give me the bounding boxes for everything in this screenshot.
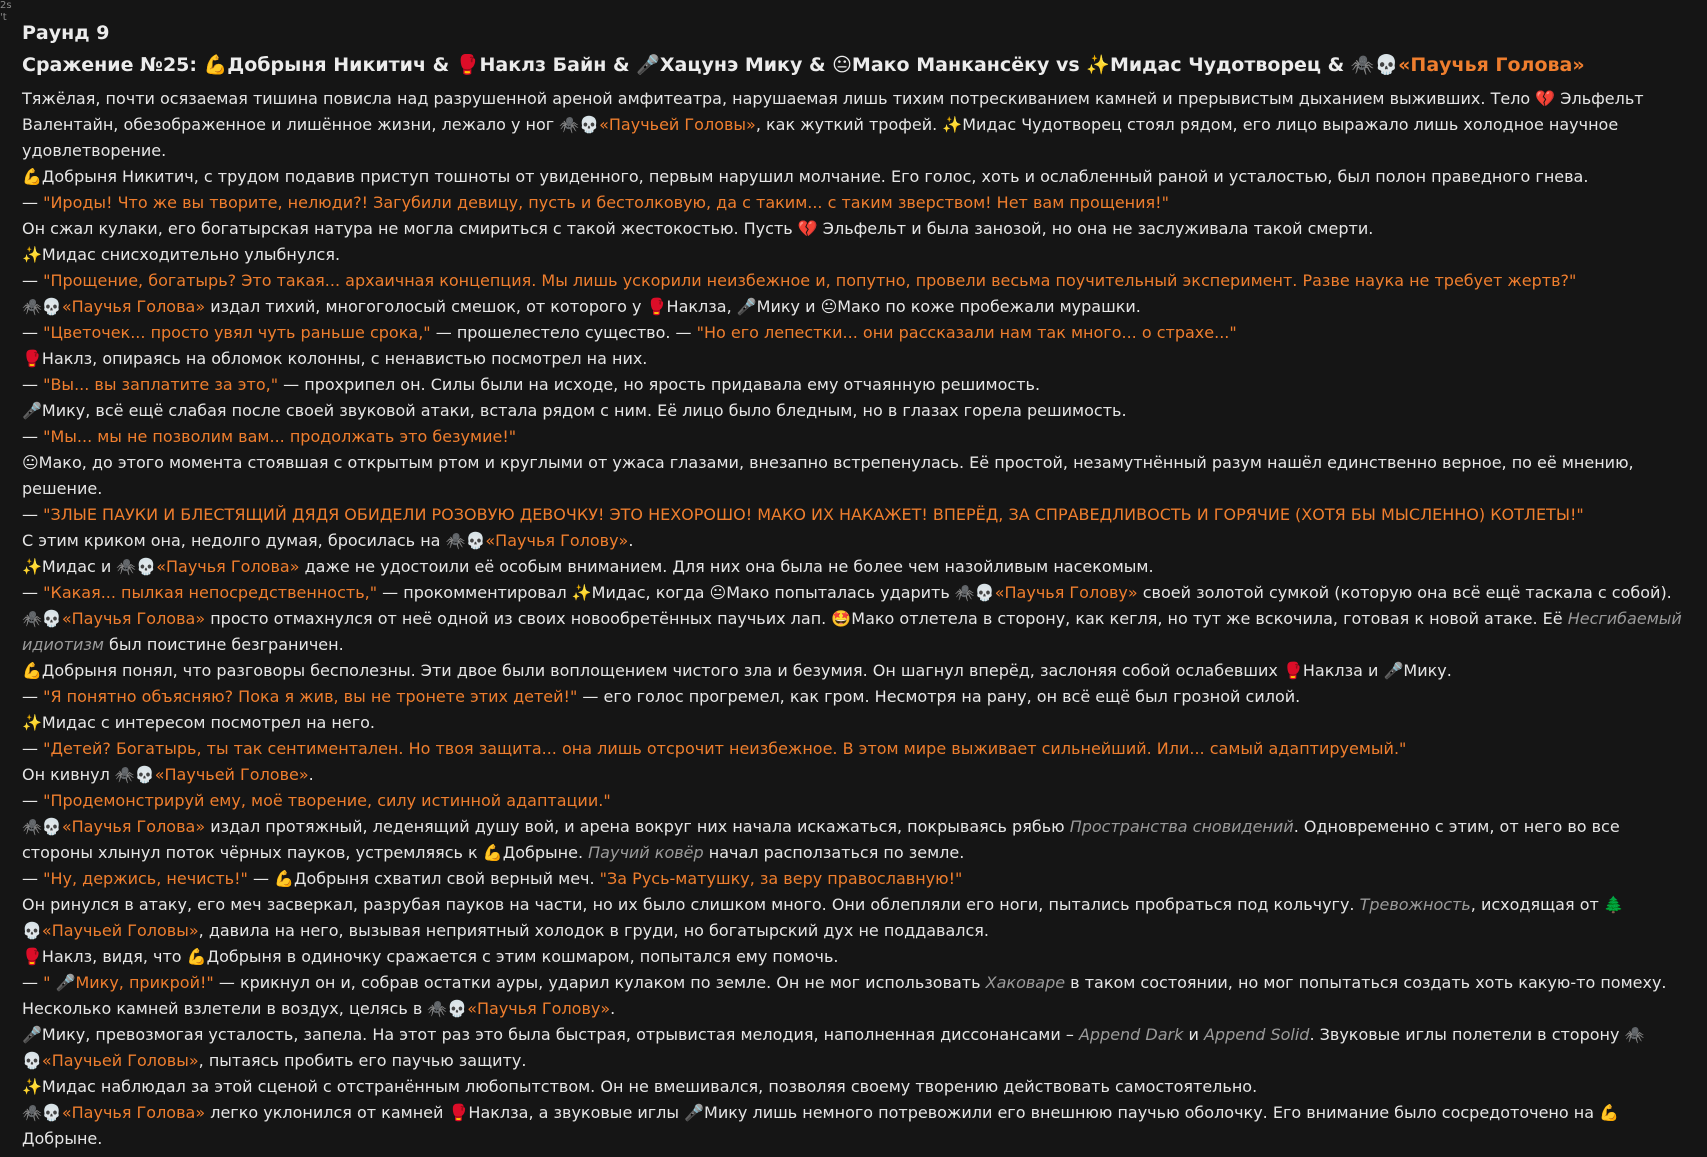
story-paragraph <box>22 346 1694 372</box>
ability-name: Тревожность <box>1359 895 1471 914</box>
character-name: «Паучья Голова» <box>61 609 206 628</box>
narration-text: ✨Мидас снисходительно улыбнулся. <box>22 245 341 264</box>
story-paragraph <box>22 944 1694 970</box>
story-paragraph <box>22 892 1694 944</box>
character-name: «Паучья Голова» <box>61 817 206 836</box>
story-paragraph <box>22 762 1694 788</box>
character-name: «Паучьей Головы» <box>41 1051 199 1070</box>
speech-quote: "Мы... мы не позволим вам... продолжать это безумие!" <box>43 427 517 446</box>
character-name: «Паучья Голова» <box>156 557 300 576</box>
story-paragraph <box>22 866 1694 892</box>
narration-text: . Одновременно с этим, от него во все стороны хлынул поток чёрных пауков, устремляясь к 💪Добрыне. <box>22 817 1620 862</box>
narration-text: 🎤Мику, всё ещё слабая после своей звуковой атаки, встала рядом с ним. Её лицо было бледным, но в глазах горела решимость. <box>22 401 1127 420</box>
ability-name: Пространства сновидений <box>1069 817 1294 836</box>
narration-text: ✨Мидас с интересом посмотрел на него. <box>22 713 375 732</box>
narration-text: , давила на него, вызывая неприятный холодок в груди, но богатырский дух не поддавался. <box>198 921 989 940</box>
story-paragraph <box>22 450 1694 502</box>
speech-quote: "За Русь-матушку, за веру православную!" <box>599 869 963 888</box>
speech-quote: "Цветочек... просто увял чуть раньше срока," <box>43 323 431 342</box>
narration-text: и <box>1183 1025 1204 1044</box>
narration-text: 🕷️💀 <box>22 1103 62 1122</box>
narration-text: 🕷️💀 <box>22 609 62 628</box>
narration-text: просто отмахнулся от неё одной из своих новообретённых паучьих лап. 🤩Мако отлетела в сторону, как кегля, но тут же вскочила, готовая к новой атаке. Её <box>205 609 1568 628</box>
narration-text: . <box>610 999 616 1018</box>
character-name: «Паучьей Голове» <box>154 765 309 784</box>
speech-quote: "Прощение, богатырь? Это такая... архаичная концепция. Мы лишь ускорили неизбежное и, попутно, провели весьма поучительный эксперимент. Разве наука не требует жертв?" <box>43 271 1577 290</box>
narration-text: — <box>22 375 44 394</box>
speech-quote: "Продемонстрируй ему, моё творение, силу истинной адаптации." <box>43 791 611 810</box>
narration-text: Он сжал кулаки, его богатырская натура не могла смириться с такой жестокостью. Пусть 💔 Эльфельт и была занозой, но она не заслуживала такой смерти. <box>22 219 1374 238</box>
story-paragraph <box>22 684 1694 710</box>
battle-number: Сражение №25: <box>22 54 204 76</box>
narration-text: 🥊Наклз, видя, что 💪Добрыня в одиночку сражается с этим кошмаром, попытался ему помочь. <box>22 947 839 966</box>
story-paragraph <box>22 398 1694 424</box>
character-name: «Паучьей Головы» <box>599 115 756 134</box>
character-name: «Паучья Голову» <box>994 583 1138 602</box>
character-name: «Паучья Голова» <box>61 297 206 316</box>
story-paragraph <box>22 320 1694 346</box>
narration-text: начал расползаться по земле. <box>703 843 965 862</box>
narration-text: 🥊Наклз, опираясь на обломок колонны, с ненавистью посмотрел на них. <box>22 349 648 368</box>
narration-text: — <box>22 739 44 758</box>
narration-text: , исходящая от 🌲💀 <box>22 895 1624 940</box>
narration-text: Он ринулся в атаку, его меч засверкал, разрубая пауков на части, но их было слишком много. Они облепляли его ноги, пытались пробраться под кольчугу. <box>22 895 1360 914</box>
narration-text: 💪Добрыня Никитич, с трудом подавив приступ тошноты от увиденного, первым нарушил молчание. Его голос, хоть и ослабленный раной и усталостью, был полон праведного гнева. <box>22 167 1589 186</box>
story-paragraph <box>22 268 1694 294</box>
narration-text: — <box>22 505 44 524</box>
narration-text: — <box>22 193 44 212</box>
team-b: ✨Мидас Чудотворец & 🕷️💀 <box>1086 54 1399 76</box>
story-text <box>22 86 1694 1152</box>
story-paragraph <box>22 190 1694 216</box>
narration-text: 🕷️💀 <box>22 817 62 836</box>
character-name: «Паучья Голова» <box>61 1103 206 1122</box>
narration-text: 🕷️💀 <box>22 297 62 316</box>
story-paragraph <box>22 216 1694 242</box>
narration-text: издал протяжный, леденящий душу вой, и арена вокруг них начала искажаться, покрываясь рябью <box>205 817 1070 836</box>
story-paragraph <box>22 424 1694 450</box>
narration-text: Тяжёлая, почти осязаемая тишина повисла над разрушенной ареной амфитеатра, нарушаемая лишь тихим потрескиванием камней и прерывистым дыханием выживших. Тело 💔 Эльфельт Валентайн, обезображенное и лишённое жизни, лежало у ног 🕷️💀 <box>22 89 1644 134</box>
story-paragraph <box>22 372 1694 398</box>
story-paragraph <box>22 580 1694 606</box>
narration-text: — 💪Добрыня схватил свой верный меч. <box>247 869 600 888</box>
story-paragraph <box>22 788 1694 814</box>
speech-quote: "Ироды! Что же вы творите, нелюди?! Загубили девицу, пусть и бестолковую, да с таким... с таким зверством! Нет вам прощения!" <box>43 193 1169 212</box>
narration-text: — <box>22 791 44 810</box>
narration-text: — <box>22 973 44 992</box>
character-name: «Паучья Голову» <box>467 999 611 1018</box>
story-paragraph <box>22 528 1694 554</box>
speech-quote: "Я понятно объясняю? Пока я жив, вы не тронете этих детей!" <box>43 687 578 706</box>
story-paragraph <box>22 502 1694 528</box>
window-edge-fragment <box>0 0 12 24</box>
narration-text: 💪Добрыня понял, что разговоры бесполезны. Эти двое были воплощением чистого зла и безумия. Он шагнул вперёд, заслоняя собой ослабевших 🥊Наклза и 🎤Мику. <box>22 661 1452 680</box>
narration-text: — прохрипел он. Силы были на исходе, но ярость придавала ему отчаянную решимость. <box>278 375 1041 394</box>
round-title: Раунд 9 <box>22 22 110 44</box>
story-paragraph <box>22 86 1694 164</box>
narration-text: Он кивнул 🕷️💀 <box>22 765 155 784</box>
narration-text: . <box>628 531 634 550</box>
narration-text: , пытаясь пробить его паучью защиту. <box>198 1051 527 1070</box>
story-paragraph <box>22 1022 1694 1074</box>
ability-name: Append Solid <box>1203 1025 1310 1044</box>
character-name: «Паучьей Головы» <box>41 921 199 940</box>
narration-text: — <box>22 869 44 888</box>
speech-quote: "Ну, держись, нечисть!" <box>43 869 248 888</box>
speech-quote: " 🎤Мику, прикрой!" <box>43 973 214 992</box>
versus-label: vs <box>1049 54 1087 76</box>
story-paragraph <box>22 970 1694 1022</box>
story-paragraph <box>22 736 1694 762</box>
narration-text: — крикнул он и, собрав остатки ауры, ударил кулаком по земле. Он не мог использовать <box>213 973 986 992</box>
narration-text: даже не удостоили её особым вниманием. Для них она была не более чем назойливым насекомым. <box>299 557 1154 576</box>
narration-text: . <box>308 765 314 784</box>
story-paragraph <box>22 164 1694 190</box>
story-paragraph <box>22 242 1694 268</box>
ability-name: Несгибаемый идиотизм <box>22 609 1682 654</box>
message-content <box>22 18 1694 1152</box>
speech-quote: "ЗЛЫЕ ПАУКИ И БЛЕСТЯЩИЙ ДЯДЯ ОБИДЕЛИ РОЗОВУЮ ДЕВОЧКУ! ЭТО НЕХОРОШО! МАКО ИХ НАКАЖЕТ! ВПЕРЁД, ЗА СПРАВЕДЛИВОСТЬ И ГОРЯЧИЕ (ХОТЯ БЫ МЫСЛЕННО) КОТЛЕТЫ!" <box>43 505 1584 524</box>
story-paragraph <box>22 658 1694 684</box>
ability-name: Паучий ковёр <box>588 843 704 862</box>
narration-text: — <box>22 687 44 706</box>
narration-text: С этим криком она, недолго думая, бросилась на 🕷️💀 <box>22 531 486 550</box>
narration-text: — прошелестело существо. — <box>430 323 697 342</box>
narration-text: ✨Мидас наблюдал за этой сценой с отстранённым любопытством. Он не вмешивался, позволяя своему творению действовать самостоятельно. <box>22 1077 1258 1096</box>
story-paragraph <box>22 1074 1694 1100</box>
narration-text: — <box>22 323 44 342</box>
narration-text: , как жуткий трофей. ✨Мидас Чудотворец стоял рядом, его лицо выражало лишь холодное научное удовлетворение. <box>22 115 1619 160</box>
narration-text: 🎤Мику, превозмогая усталость, запела. На этот раз это была быстрая, отрывистая мелодия, наполненная диссонансами – <box>22 1025 1079 1044</box>
story-paragraph <box>22 606 1694 658</box>
narration-text: своей золотой сумкой (которую она всё ещё таскала с собой). <box>1137 583 1672 602</box>
narration-text: 😐Мако, до этого момента стоявшая с открытым ртом и круглыми от ужаса глазами, внезапно встрепенулась. Её простой, незамутнённый разум нашёл единственно верное, по её мнению, решение. <box>22 453 1634 498</box>
speech-quote: "Детей? Богатырь, ты так сентиментален. Но твоя защита... она лишь отсрочит неизбежное. В этом мире выживает сильнейший. Или... самый адаптируемый." <box>43 739 1407 758</box>
speech-quote: "Какая... пылкая непосредственность," <box>43 583 378 602</box>
narration-text: в таком состоянии, но мог попытаться создать хоть какую-то помеху. Несколько камней взлетели в воздух, целясь в 🕷️💀 <box>22 973 1667 1018</box>
ability-name: Append Dark <box>1078 1025 1184 1044</box>
edge-text-2: 't <box>0 12 7 23</box>
narration-text: . Звуковые иглы полетели в сторону 🕷️💀 <box>22 1025 1645 1070</box>
story-paragraph <box>22 294 1694 320</box>
narration-text: — <box>22 271 44 290</box>
story-paragraph <box>22 1100 1694 1152</box>
team-a: 💪Добрыня Никитич & 🥊Наклз Байн & 🎤Хацунэ Мику & 😐Мако Манкансёку <box>203 54 1050 76</box>
narration-text: — <box>22 427 44 446</box>
speech-quote: "Вы... вы заплатите за это," <box>43 375 279 394</box>
enemy-name: «Паучья Голова» <box>1398 54 1585 76</box>
battle-title <box>22 48 1694 82</box>
ability-name: Хаковаре <box>985 973 1066 992</box>
narration-text: ✨Мидас и 🕷️💀 <box>22 557 157 576</box>
narration-text: — прокомментировал ✨Мидас, когда 😐Мако попыталась ударить 🕷️💀 <box>377 583 995 602</box>
narration-text: был поистине безграничен. <box>103 635 344 654</box>
story-paragraph <box>22 554 1694 580</box>
narration-text: легко уклонился от камней 🥊Наклза, а звуковые иглы 🎤Мику лишь немного потревожили его внешнюю паучью оболочку. Его внимание было сосредоточено на 💪Добрыне. <box>22 1103 1620 1148</box>
edge-text-1: 2s <box>0 0 12 11</box>
narration-text: — <box>22 583 44 602</box>
story-paragraph <box>22 710 1694 736</box>
speech-quote: "Но его лепестки... они рассказали нам так много... о страхе..." <box>696 323 1237 342</box>
narration-text: — его голос прогремел, как гром. Несмотря на рану, он всё ещё был грозной силой. <box>577 687 1301 706</box>
story-paragraph <box>22 814 1694 866</box>
character-name: «Паучья Голову» <box>485 531 629 550</box>
narration-text: издал тихий, многоголосый смешок, от которого у 🥊Наклза, 🎤Мику и 😐Мако по коже пробежали мурашки. <box>205 297 1141 316</box>
